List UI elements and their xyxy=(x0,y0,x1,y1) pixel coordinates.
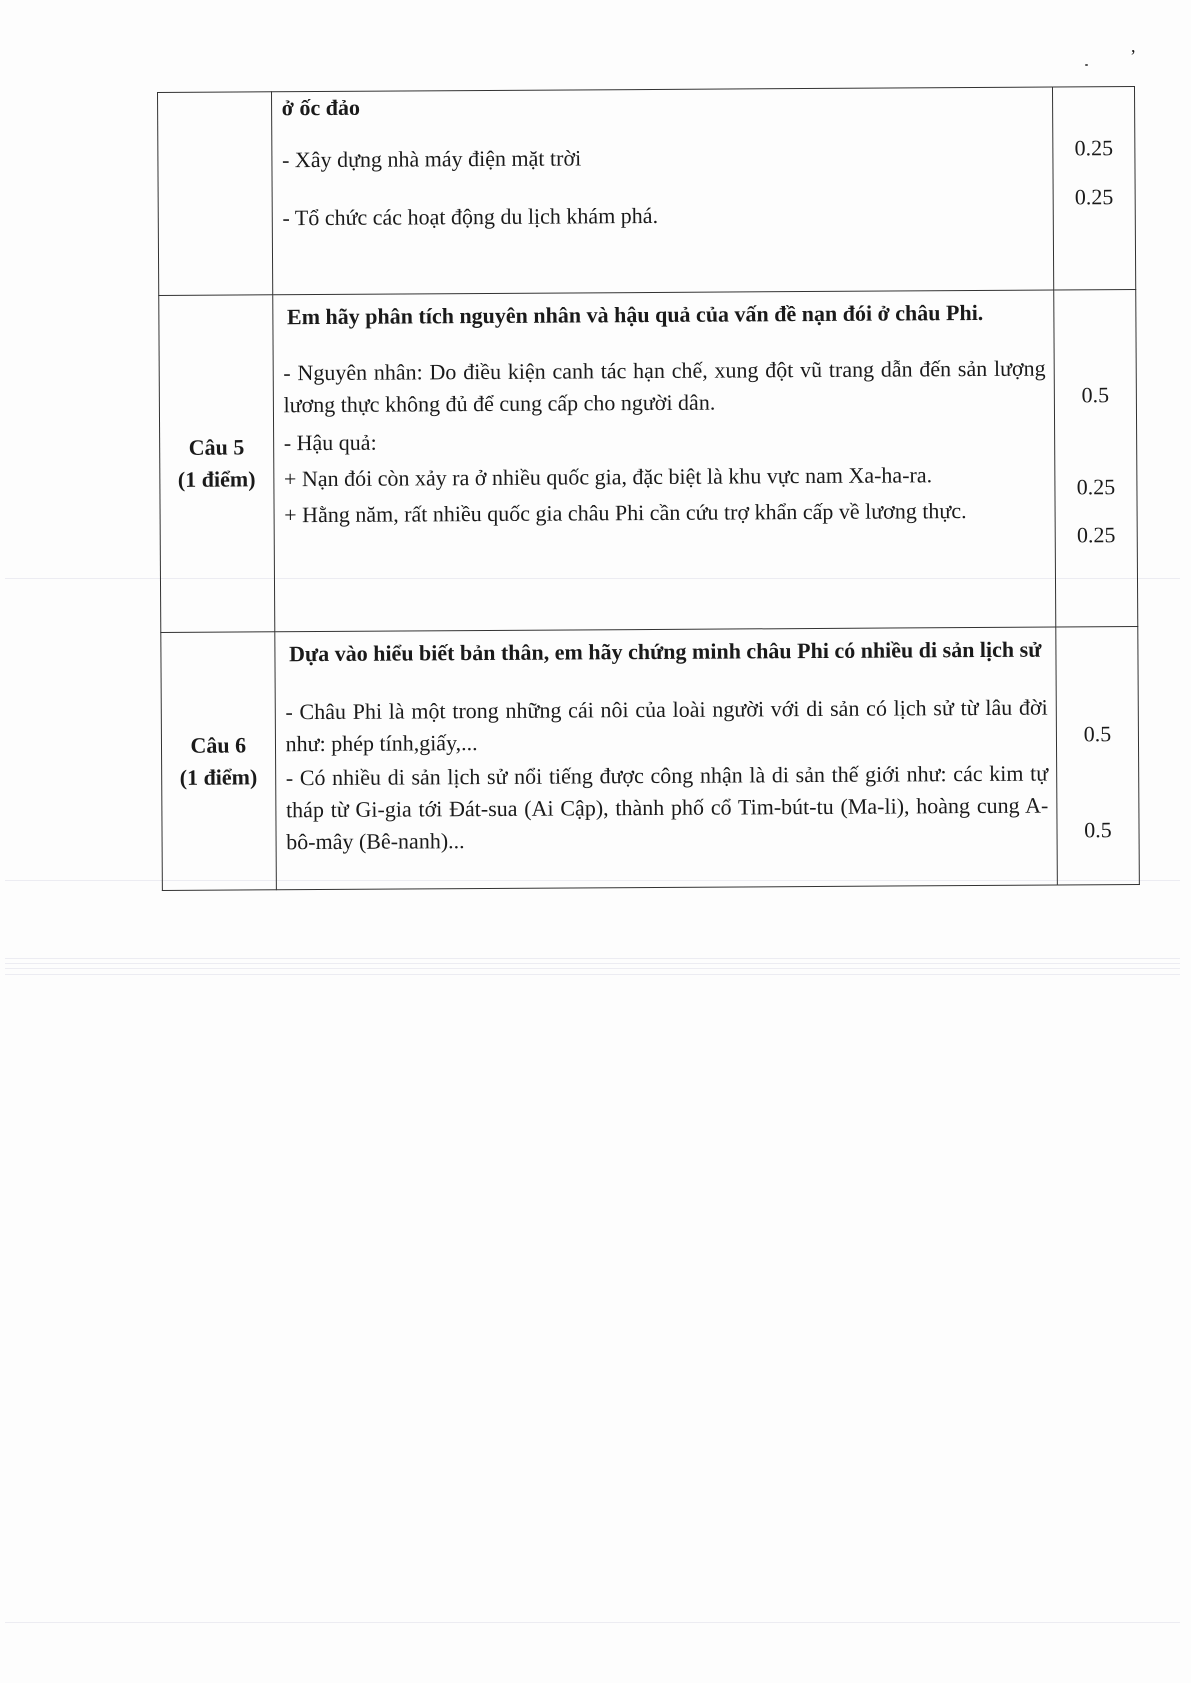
score-value: 0.5 xyxy=(1084,817,1112,843)
answer-line: - Xây dựng nhà máy điện mặt trời xyxy=(281,145,582,173)
question-label: Câu 6 xyxy=(190,731,247,758)
question-heading: Dựa vào hiểu biết bản thân, em hãy chứng minh châu Phi có nhiều di sản lịch sử xyxy=(288,636,1042,667)
score-cell xyxy=(1054,290,1138,627)
answer-line: - Có nhiều di sản lịch sử nổi tiếng được công nhận là di sản thế giới như: các kim tự tháp từ Gi-gia tới Đát-sua (Ai Cập), thành phố cổ Tim-bút-tu (Ma-li), hoàng cung A-bô-mây (Bê-nanh)... xyxy=(285,760,1049,855)
score-value: 0.25 xyxy=(1076,474,1116,500)
answer-key-table xyxy=(157,86,1140,891)
score-cell xyxy=(1056,627,1140,885)
question-cell xyxy=(161,632,276,891)
answer-line: + Nạn đói còn xảy ra ở nhiều quốc gia, đặc biệt là khu vực nam Xa-ha-ra. xyxy=(283,462,933,492)
answer-cell xyxy=(274,627,1057,890)
answer-line: - Châu Phi là một trong những cái nôi của loài người với di sản có lịch sử từ lâu đời như: phép tính,giấy,... xyxy=(285,694,1048,757)
question-label: Câu 5 xyxy=(188,434,245,460)
question-label xyxy=(160,193,271,194)
scan-line xyxy=(5,968,1180,969)
question-cell xyxy=(159,295,275,633)
score-value: 0.5 xyxy=(1081,382,1110,408)
score-value: 0.25 xyxy=(1074,184,1114,210)
answer-line: + Hằng năm, rất nhiều quốc gia châu Phi cần cứu trợ khẩn cấp về lương thực. xyxy=(284,498,967,528)
answer-cell xyxy=(272,290,1055,632)
scan-line xyxy=(5,963,1180,964)
score-value: 0.5 xyxy=(1083,721,1112,747)
table-row xyxy=(158,87,1136,296)
score-value: 0.25 xyxy=(1074,135,1114,161)
answer-line: - Tổ chức các hoạt động du lịch khám phá. xyxy=(282,202,659,231)
score-value: 0.25 xyxy=(1076,522,1116,548)
scan-speck xyxy=(1085,64,1088,66)
answer-cell xyxy=(271,87,1054,295)
question-points: (1 điểm) xyxy=(177,466,256,492)
scan-line xyxy=(5,974,1180,975)
question-heading: Em hãy phân tích nguyên nhân và hậu quả của vấn đề nạn đói ở châu Phi. xyxy=(286,299,984,330)
question-points xyxy=(160,193,271,194)
answer-line: - Hậu quả: xyxy=(283,429,377,456)
question-points: (1 điểm) xyxy=(179,763,258,790)
table-row xyxy=(161,627,1140,891)
table-row xyxy=(159,290,1138,633)
score-cell xyxy=(1052,87,1135,290)
scan-line xyxy=(5,958,1180,959)
scan-line xyxy=(5,1622,1180,1623)
answer-line: - Nguyên nhân: Do điều kiện canh tác hạn chế, xung đột vũ trang dẫn đến sản lượng lương thực không đủ để cung cấp cho người dân. xyxy=(283,355,1046,418)
question-cell xyxy=(158,92,273,296)
answer-line: ở ốc đảo xyxy=(281,94,361,121)
corner-mark: , xyxy=(1131,36,1136,56)
